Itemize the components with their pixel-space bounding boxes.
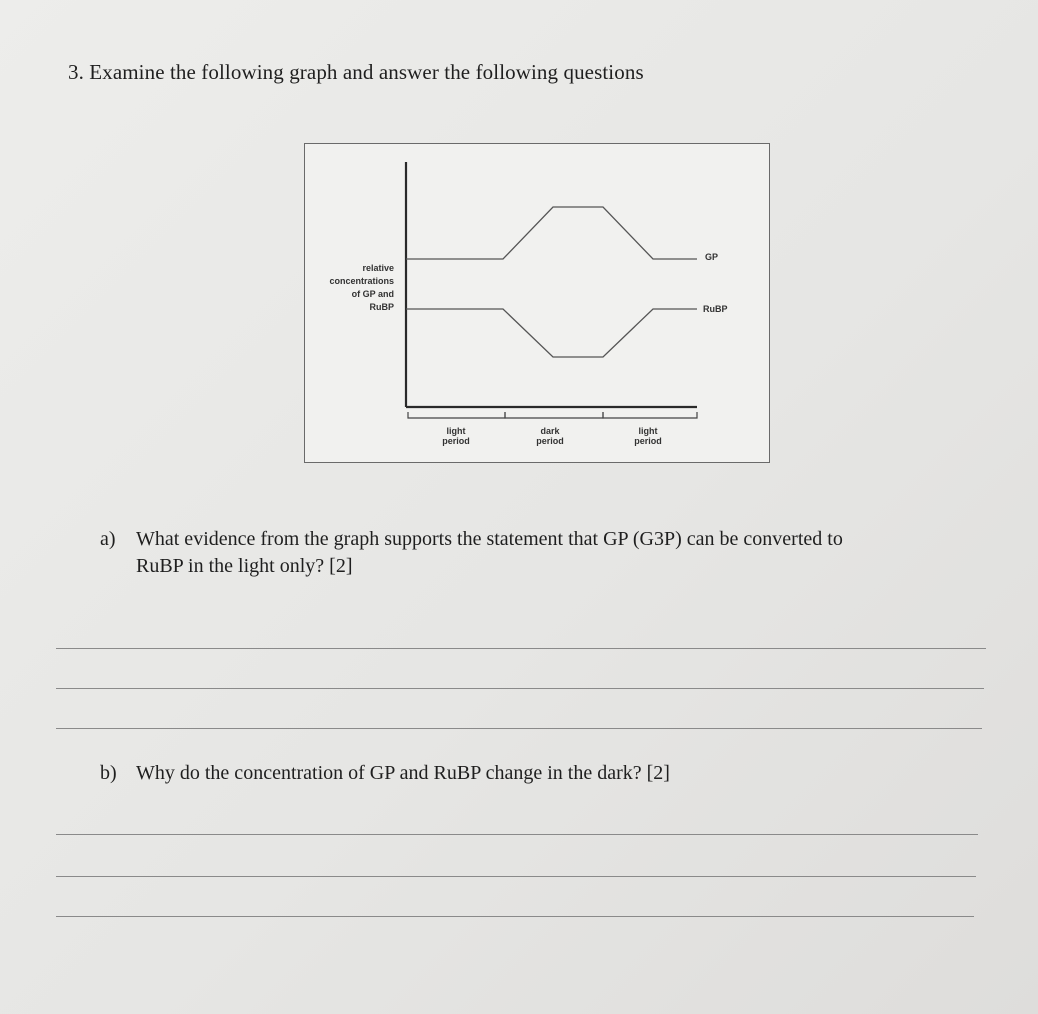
- answer-line[interactable]: [56, 876, 976, 877]
- answer-line[interactable]: [56, 728, 982, 729]
- ylabel-line: of GP and: [351, 289, 394, 299]
- answer-line[interactable]: [56, 916, 974, 917]
- answer-line[interactable]: [56, 688, 984, 689]
- period-label: period: [442, 436, 470, 446]
- period-label: dark: [540, 426, 560, 436]
- bracket-dark: [505, 412, 603, 418]
- part-a-line2: RuBP in the light only? [2]: [136, 555, 353, 577]
- series-line-gp: [406, 207, 697, 259]
- legend-gp: GP: [705, 252, 719, 262]
- period-brackets: [408, 412, 697, 418]
- series-line-rubp: [406, 309, 697, 357]
- period-label: light: [638, 426, 658, 436]
- ylabel-line: concentrations: [329, 276, 394, 286]
- part-b-label: b): [100, 762, 117, 784]
- answer-line[interactable]: [56, 834, 978, 835]
- answer-line[interactable]: [56, 648, 986, 649]
- bracket-light-1: [408, 412, 505, 418]
- part-b-text: Why do the concentration of GP and RuBP change in the dark? [2]: [136, 762, 670, 784]
- question-title: 3. Examine the following graph and answer the following questions: [68, 60, 644, 84]
- period-label: period: [634, 436, 662, 446]
- part-a-line1: What evidence from the graph supports the statement that GP (G3P) can be converted to: [136, 528, 843, 550]
- ylabel-line: RuBP: [369, 302, 394, 312]
- part-a-label: a): [100, 528, 116, 550]
- legend-rubp: RuBP: [703, 304, 728, 314]
- bracket-light-2: [603, 412, 697, 418]
- graph-svg: [305, 144, 771, 464]
- period-label: period: [536, 436, 564, 446]
- period-label: light: [446, 426, 466, 436]
- graph-figure: [304, 143, 770, 463]
- ylabel-line: relative: [362, 263, 394, 273]
